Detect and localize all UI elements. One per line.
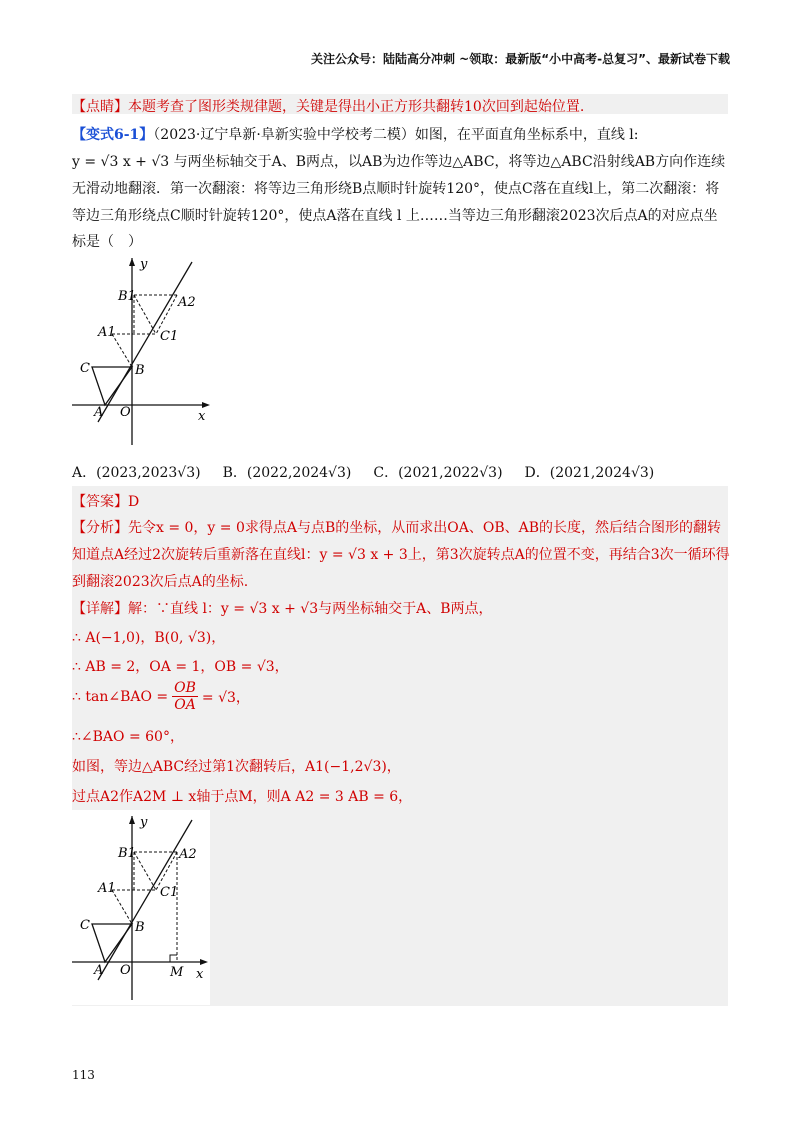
label-a2: A2	[179, 847, 197, 862]
fraction	[172, 680, 198, 713]
variant-line-5: 标是（ ）	[72, 234, 142, 250]
option-b[interactable]: B．(2022,2024√3)	[222, 465, 352, 481]
detail-tag: 【详解】	[72, 601, 128, 617]
detail-line-4	[72, 680, 250, 713]
label-o: O	[120, 405, 131, 420]
page-number: 113	[72, 1068, 95, 1082]
figure-1	[72, 250, 222, 450]
analysis-line-1	[72, 517, 721, 537]
detail-line-7: 过点A2作A2M ⊥ x轴于点M，则A A2 = 3 AB = 6，	[72, 789, 413, 805]
tan-suffix: = √3，	[201, 689, 250, 706]
label-c1: C1	[160, 329, 179, 344]
label-y: y	[140, 257, 148, 272]
variant-line-1	[72, 124, 638, 144]
detail-text-1: 解：∵直线 l：y = √3 x + √3与两坐标轴交于A、B两点，	[128, 601, 493, 617]
label-b: B	[135, 920, 145, 935]
label-b: B	[135, 363, 145, 378]
variant-line-3: 无滑动地翻滚．第一次翻滚：将等边三角形绕B点顺时针旋转120°，使点C落在直线l上，第二次翻滚：将	[72, 181, 720, 197]
label-b1: B1	[118, 846, 136, 861]
label-b1: B1	[118, 289, 136, 304]
variant-line-4: 等边三角形绕点C顺时针旋转120°，使点A落在直线 l 上……当等边三角形翻滚2023次后点A的对应点坐	[72, 208, 718, 224]
detail-line-6: 如图，等边△ABC经过第1次翻转后，A1(−1,2√3)，	[72, 759, 401, 775]
label-x: x	[198, 409, 206, 424]
label-a1: A1	[98, 325, 116, 340]
detail-line-3: ∴ AB = 2，OA = 1，OB = √3，	[72, 659, 289, 675]
label-a: A	[94, 963, 104, 978]
option-a[interactable]: A．(2023,2023√3)	[72, 465, 201, 481]
analysis-tag: 【分析】	[72, 520, 128, 536]
answer-tag: 【答案】	[72, 494, 128, 510]
analysis-line-3: 到翻滚2023次后点A的坐标.	[72, 574, 249, 590]
answer-value: D	[128, 494, 140, 510]
analysis-line-2: 知道点A经过2次旋转后重新落在直线l：y = √3 x + 3上，第3次旋转点A的位置不变，再结合3次一循环得	[72, 547, 730, 563]
dianjing-line	[72, 96, 584, 116]
page-header: 关注公众号：陆陆高分冲刺 ~领取：最新版“小中高考-总复习”、最新试卷下载	[311, 52, 730, 66]
line-l	[98, 820, 192, 980]
detail-line-1	[72, 598, 493, 618]
label-c: C	[80, 918, 90, 933]
option-c[interactable]: C．(2021,2022√3)	[373, 465, 503, 481]
option-d[interactable]: D．(2021,2024√3)	[524, 465, 655, 481]
variant-tag: 【变式6-1】	[72, 127, 154, 143]
label-x: x	[196, 967, 204, 982]
label-c: C	[80, 361, 90, 376]
fraction-denominator: OA	[174, 697, 196, 713]
tan-prefix: ∴ tan∠BAO =	[72, 688, 169, 705]
detail-line-5: ∴∠BAO = 60°，	[72, 729, 184, 745]
label-a1: A1	[98, 881, 116, 896]
variant-line-2: y = √3 x + √3 与两坐标轴交于A、B两点，以AB为边作等边△ABC，将等边△ABC沿射线AB方向作连续	[72, 154, 726, 170]
label-y: y	[140, 815, 148, 830]
label-c1: C1	[160, 885, 179, 900]
label-m: M	[170, 965, 184, 980]
dianjing-text: 本题考查了图形类规律题，关键是得出小正方形共翻转10次回到起始位置.	[128, 99, 585, 115]
figure-2	[72, 810, 210, 1005]
analysis-text-1: 先令x = 0，y = 0求得点A与点B的坐标，从而求出OA、OB、AB的长度，然后结合图形的翻转	[128, 520, 722, 536]
options-row	[72, 462, 728, 482]
label-a2: A2	[178, 295, 196, 310]
answer-line	[72, 491, 139, 511]
dianjing-tag: 【点睛】	[72, 99, 128, 115]
label-o: O	[120, 963, 131, 978]
detail-line-2: ∴ A(−1,0)，B(0, √3)，	[72, 630, 226, 646]
variant-text-1: （2023·辽宁阜新·阜新实验中学校考二模）如图，在平面直角坐标系中，直线 l:	[153, 127, 639, 143]
fraction-numerator: OB	[174, 680, 196, 696]
label-a: A	[94, 405, 104, 420]
